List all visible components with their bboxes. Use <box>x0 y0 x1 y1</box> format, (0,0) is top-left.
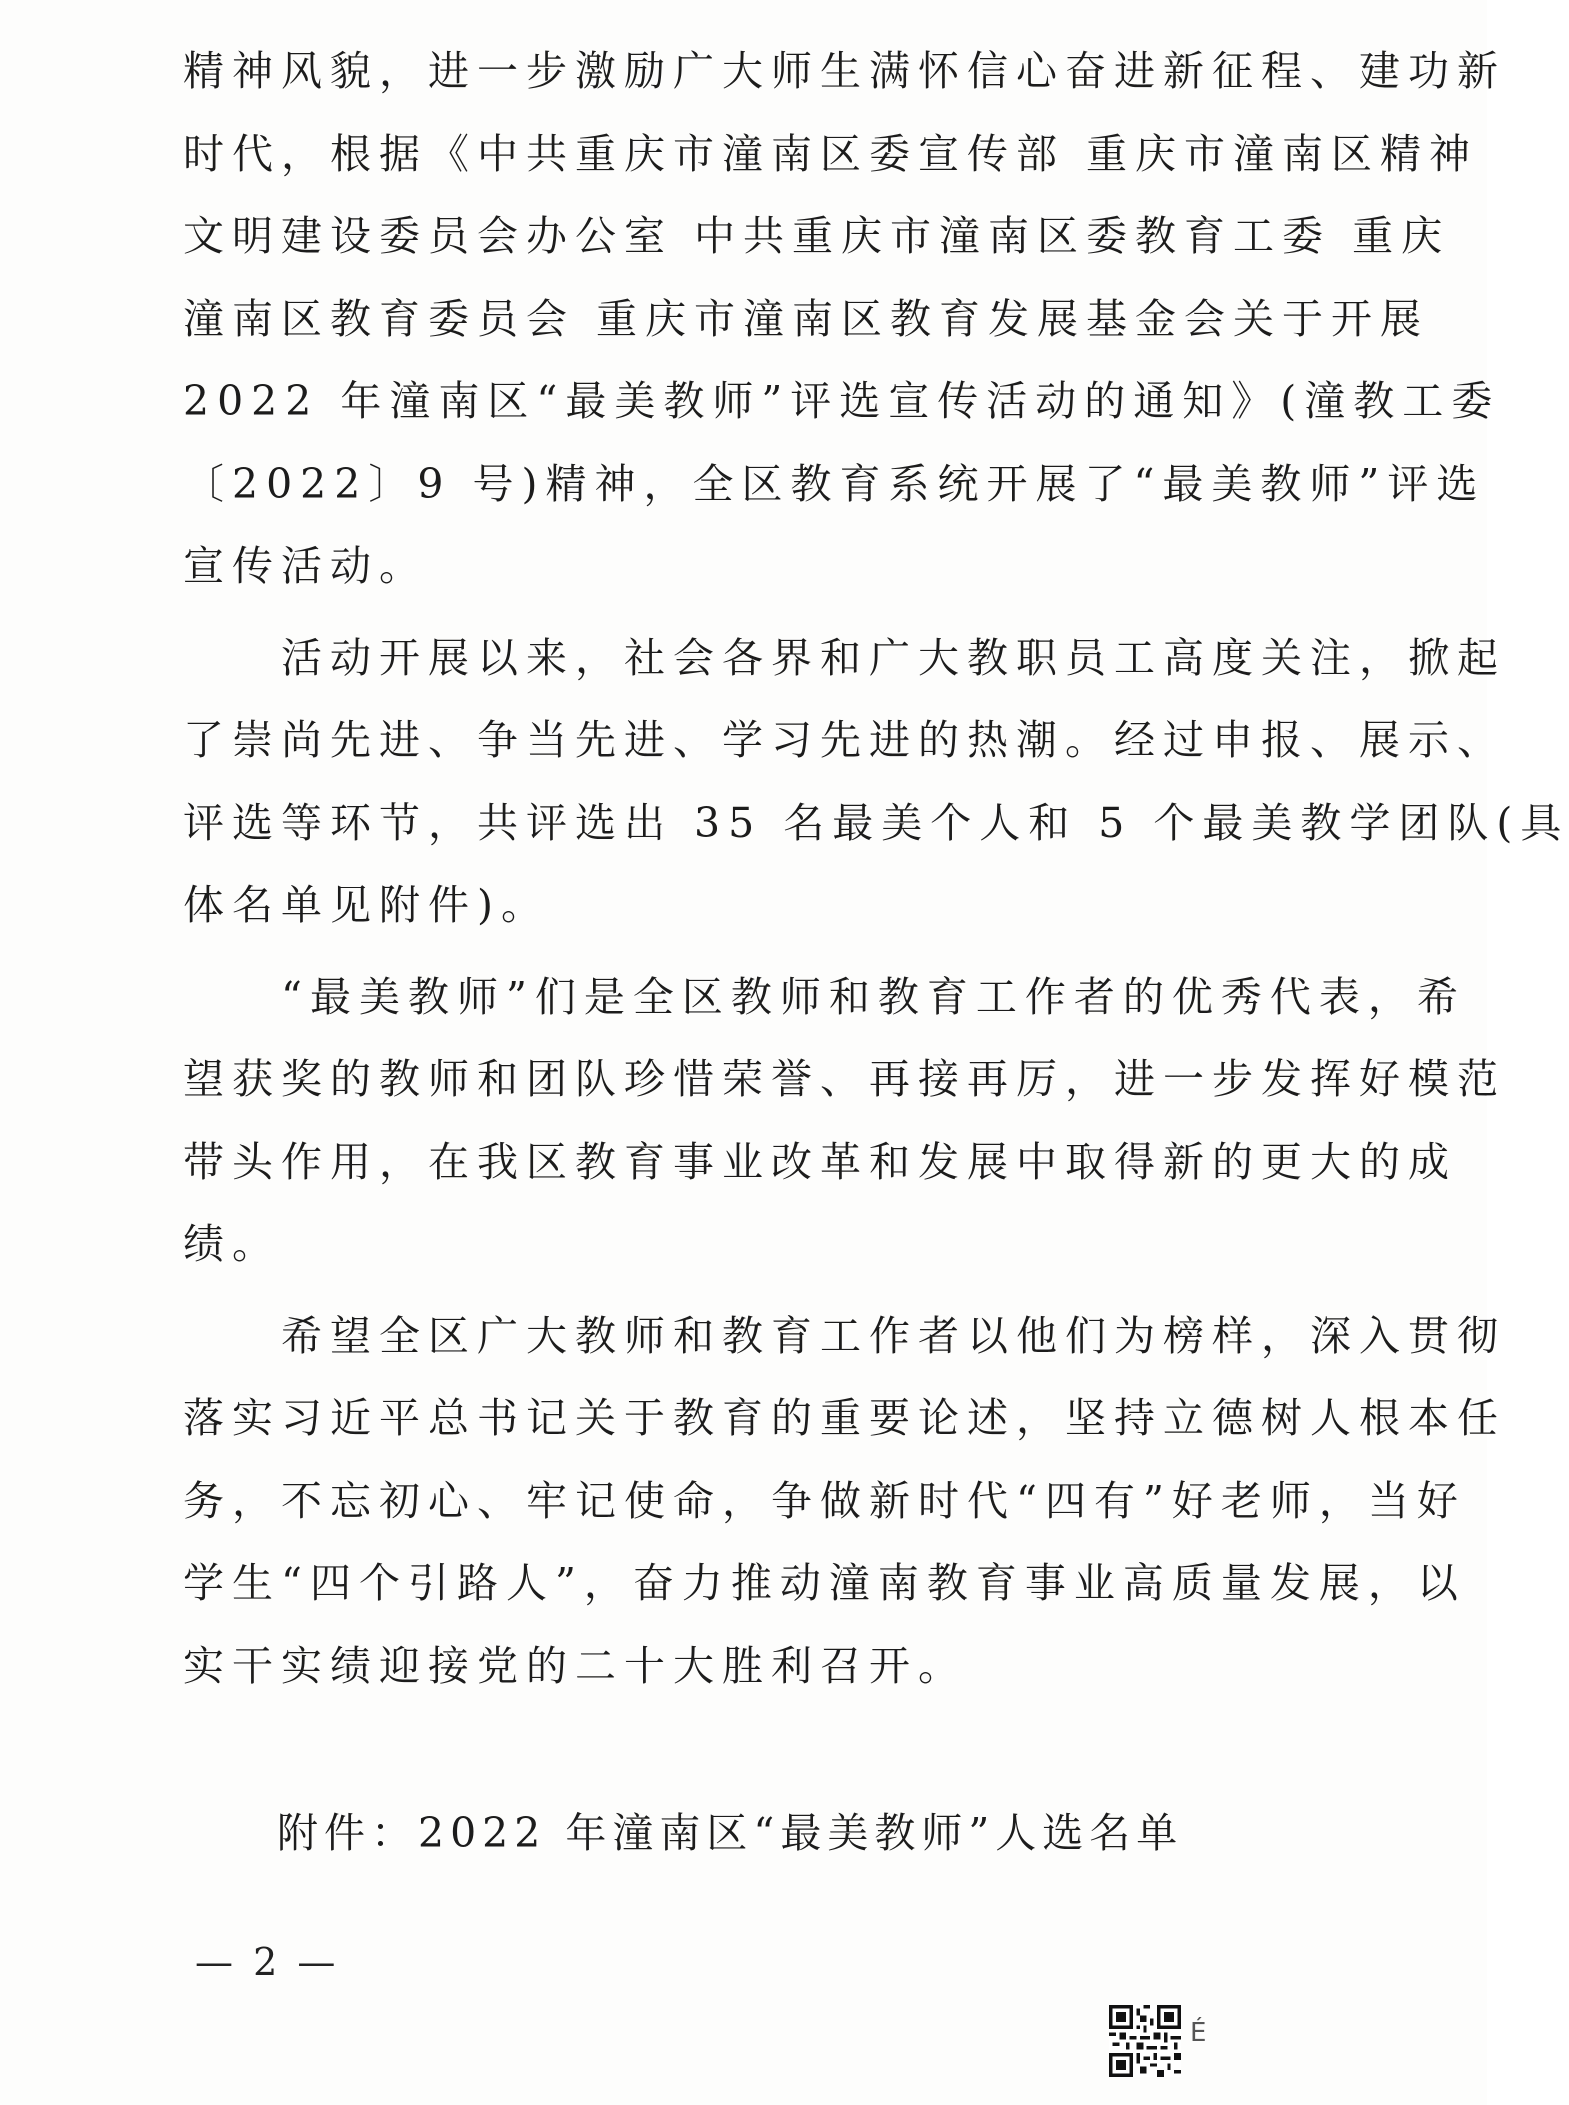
corner-mark: É <box>1190 2018 1207 2048</box>
paragraph-line: 了崇尚先进、争当先进、学习先进的热潮。经过申报、展示、 <box>183 716 1506 764</box>
paragraph-line: 文明建设委员会办公室 中共重庆市潼南区委教育工委 重庆 <box>183 212 1451 260</box>
paragraph-line: 2022 年潼南区“最美教师”评选宣传活动的通知》(潼教工委 <box>183 377 1501 425</box>
paragraph-line: 落实习近平总书记关于教育的重要论述，坚持立德树人根本任 <box>183 1394 1506 1442</box>
paragraph-line: 绩。 <box>183 1220 281 1268</box>
qr-code-icon <box>1109 2005 1181 2077</box>
paragraph-line: 精神风貌，进一步激励广大师生满怀信心奋进新征程、建功新 <box>183 47 1506 95</box>
paragraph-line: 评选等环节，共评选出 35 名最美个人和 5 个最美教学团队(具 <box>183 798 1569 847</box>
paragraph-line: 学生“四个引路人”，奋力推动潼南教育事业高质量发展，以 <box>183 1559 1466 1607</box>
paragraph-line: 〔2022〕9 号)精神，全区教育系统开展了“最美教师”评选 <box>183 459 1486 508</box>
paragraph-line: 务，不忘初心、牢记使命，争做新时代“四有”好老师，当好 <box>183 1476 1466 1525</box>
paragraph-line: 体名单见附件)。 <box>183 881 550 929</box>
paragraph-line: 潼南区教育委员会 重庆市潼南区教育发展基金会关于开展 <box>183 294 1430 343</box>
paragraph-line: 实干实绩迎接党的二十大胜利召开。 <box>183 1641 967 1690</box>
paragraph-line: 希望全区广大教师和教育工作者以他们为榜样，深入贯彻 <box>281 1311 1506 1360</box>
paragraph-line: 活动开展以来，社会各界和广大教职员工高度关注，掀起 <box>281 633 1506 682</box>
page-number: — 2 — <box>195 1940 340 1984</box>
paragraph-line: 宣传活动。 <box>183 542 428 590</box>
paragraph-line: 时代，根据《中共重庆市潼南区委宣传部 重庆市潼南区精神 <box>183 129 1479 178</box>
attachment-note: 附件：2022 年潼南区“最美教师”人选名单 <box>277 1809 1184 1857</box>
paragraph-line: “最美教师”们是全区教师和教育工作者的优秀代表，希 <box>281 972 1466 1021</box>
paragraph-line: 望获奖的教师和团队珍惜荣誉、再接再厉，进一步发挥好模范 <box>183 1055 1506 1103</box>
paragraph-line: 带头作用，在我区教育事业改革和发展中取得新的更大的成 <box>183 1137 1457 1186</box>
document-body <box>183 30 1569 1707</box>
